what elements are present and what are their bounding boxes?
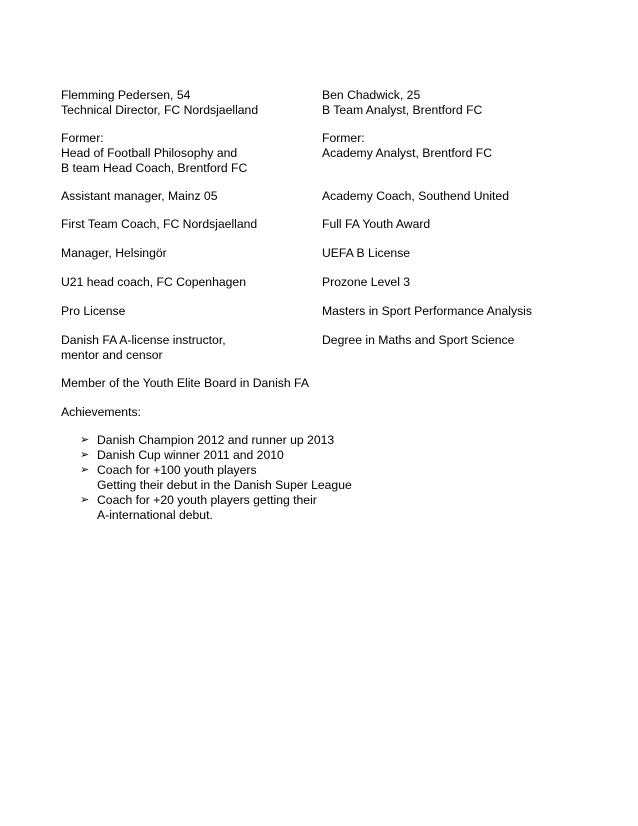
achievement-text: Danish Champion 2012 and runner up 2013: [97, 433, 335, 447]
right-former-line-1: Academy Analyst, Brentford FC: [322, 146, 493, 160]
right-former-label: Former:: [322, 131, 365, 145]
left-item-u21: [61, 275, 246, 290]
achievements-heading: [61, 405, 141, 420]
left-former-line-1: Head of Football Philosophy and: [61, 146, 238, 160]
achievement-text: Danish Cup winner 2011 and 2010: [97, 448, 284, 462]
achievements-label: Achievements:: [61, 405, 141, 419]
left-item-assistant: [61, 189, 218, 204]
right-item-prozone: [322, 275, 410, 290]
left-member-text: Member of the Youth Elite Board in Danish FA: [61, 376, 309, 390]
achievement-text-continued: Getting their debut in the Danish Super League: [97, 478, 352, 492]
right-former: [322, 131, 492, 161]
achievements-list: [80, 433, 352, 523]
left-item-license-text: Pro License: [61, 304, 126, 318]
list-item: [80, 463, 352, 493]
left-item-instructor-line-1: Danish FA A-license instructor,: [61, 333, 226, 347]
left-item-manager: [61, 246, 167, 261]
arrow-bullet-icon: ➢: [80, 494, 90, 506]
arrow-bullet-icon: ➢: [80, 434, 90, 446]
right-item-youth-award-text: Full FA Youth Award: [322, 217, 431, 231]
right-item-youth-award: [322, 217, 430, 232]
left-title: Technical Director, FC Nordsjaelland: [61, 103, 259, 117]
right-title: B Team Analyst, Brentford FC: [322, 103, 483, 117]
left-item-manager-text: Manager, Helsingör: [61, 246, 167, 260]
left-former-line-2: B team Head Coach, Brentford FC: [61, 161, 248, 175]
achievement-text: Coach for +20 youth players getting their: [97, 493, 317, 507]
left-item-instructor: [61, 333, 226, 363]
list-item: [80, 448, 352, 463]
list-item: [80, 493, 352, 523]
left-member: [61, 376, 309, 391]
right-name: Ben Chadwick, 25: [322, 88, 421, 102]
left-former: [61, 131, 247, 176]
left-header: [61, 88, 258, 118]
list-item: [80, 433, 352, 448]
left-item-assistant-text: Assistant manager, Mainz 05: [61, 189, 218, 203]
arrow-bullet-icon: ➢: [80, 464, 90, 476]
right-item-degree: [322, 333, 514, 348]
right-item-prozone-text: Prozone Level 3: [322, 275, 411, 289]
achievement-text: Coach for +100 youth players: [97, 463, 257, 477]
left-item-first-team-text: First Team Coach, FC Nordsjaelland: [61, 217, 258, 231]
left-item-license: [61, 304, 125, 319]
right-item-masters: [322, 304, 532, 319]
right-item-uefa: [322, 246, 410, 261]
right-item-degree-text: Degree in Maths and Sport Science: [322, 333, 515, 347]
right-item-uefa-text: UEFA B License: [322, 246, 411, 260]
right-item-academy-coach-text: Academy Coach, Southend United: [322, 189, 509, 203]
right-header: [322, 88, 482, 118]
left-item-u21-text: U21 head coach, FC Copenhagen: [61, 275, 246, 289]
left-item-first-team: [61, 217, 257, 232]
achievement-text-continued: A-international debut.: [97, 508, 213, 522]
left-name: Flemming Pedersen, 54: [61, 88, 191, 102]
right-item-masters-text: Masters in Sport Performance Analysis: [322, 304, 532, 318]
left-item-instructor-line-2: mentor and censor: [61, 348, 163, 362]
left-former-label: Former:: [61, 131, 104, 145]
arrow-bullet-icon: ➢: [80, 449, 90, 461]
right-item-academy-coach: [322, 189, 509, 204]
